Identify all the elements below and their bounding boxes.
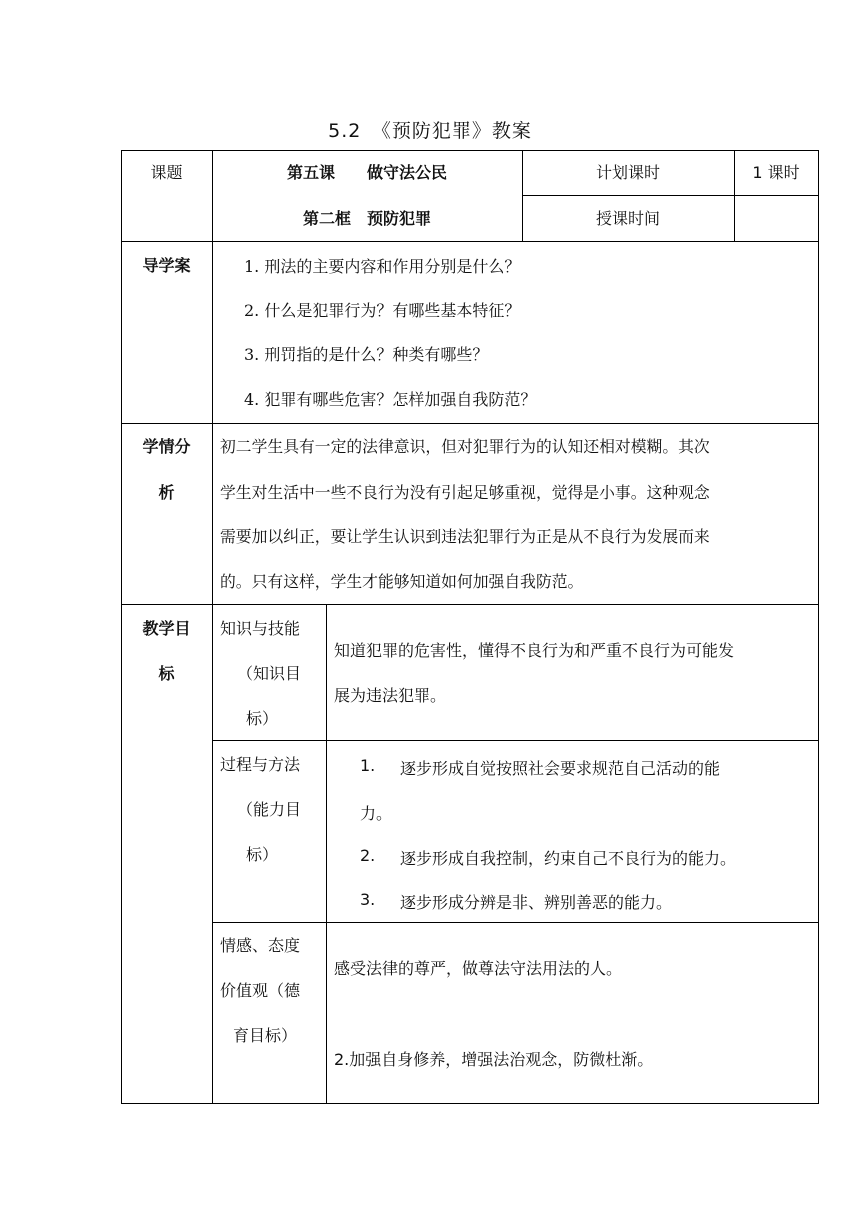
guide-label: 导学案 — [142, 256, 191, 275]
process-item-number: 3. — [360, 890, 376, 909]
knowledge-sub-line2: （知识目 — [236, 664, 301, 683]
process-item-number: 1. — [360, 756, 376, 775]
emotion-sub-line1: 情感、态度 — [220, 936, 301, 955]
analysis-line: 初二学生具有一定的法律意识，但对犯罪行为的认知还相对模糊。其次 — [220, 437, 710, 456]
lesson-title: 第五课 做守法公民 — [286, 163, 447, 182]
goals-label-line2: 标 — [158, 664, 175, 683]
process-sub-line1: 过程与方法 — [220, 755, 301, 774]
process-item-text: 逐步形成自觉按照社会要求规范自己活动的能 — [400, 759, 721, 778]
emotion-text-line2: 2.加强自身修养，增强法治观念，防微杜渐。 — [334, 1050, 654, 1069]
analysis-label-line2: 析 — [158, 483, 175, 502]
guide-item: 2. 什么是犯罪行为？有哪些基本特征？ — [244, 301, 521, 320]
process-item-text: 逐步形成分辨是非、辨别善恶的能力。 — [400, 893, 673, 912]
guide-item: 3. 刑罚指的是什么？种类有哪些？ — [244, 345, 489, 364]
emotion-sub-line3: 育目标） — [232, 1026, 297, 1045]
process-sub-line3: 标） — [245, 845, 278, 864]
analysis-line: 的。只有这样，学生才能够知道如何加强自我防范。 — [220, 572, 584, 591]
knowledge-sub-line3: 标） — [245, 709, 278, 728]
emotion-sub-line2: 价值观（德 — [220, 981, 301, 1000]
analysis-line: 需要加以纠正，要让学生认识到违法犯罪行为正是从不良行为发展而来 — [220, 527, 710, 546]
knowledge-text-line1: 知道犯罪的危害性，懂得不良行为和严重不良行为可能发 — [334, 641, 735, 660]
analysis-line: 学生对生活中一些不良行为没有引起足够重视，觉得是小事。这种观念 — [220, 483, 710, 502]
plan-hours-value: 1 课时 — [752, 163, 800, 182]
guide-item: 4. 犯罪有哪些危害？怎样加强自我防范？ — [244, 390, 537, 409]
process-item-text: 逐步形成自我控制，约束自己不良行为的能力。 — [400, 849, 737, 868]
process-item-number: 2. — [360, 846, 376, 865]
plan-hours-label: 计划课时 — [595, 163, 660, 182]
guide-item: 1. 刑法的主要内容和作用分别是什么？ — [244, 257, 521, 276]
knowledge-text-line2: 展为违法犯罪。 — [334, 686, 447, 705]
knowledge-sub-line1: 知识与技能 — [220, 619, 301, 638]
teach-time-label: 授课时间 — [595, 209, 660, 228]
document-title: 5.2 《预防犯罪》教案 — [328, 120, 532, 142]
frame-title: 第二框 预防犯罪 — [302, 209, 431, 228]
topic-label: 课题 — [150, 163, 183, 182]
process-sub-line2: （能力目 — [236, 800, 301, 819]
goals-label-line1: 教学目 — [142, 619, 191, 638]
analysis-label-line1: 学情分 — [142, 437, 191, 456]
process-item-continuation: 力。 — [360, 804, 393, 823]
emotion-text-line1: 感受法律的尊严，做尊法守法用法的人。 — [334, 959, 623, 978]
